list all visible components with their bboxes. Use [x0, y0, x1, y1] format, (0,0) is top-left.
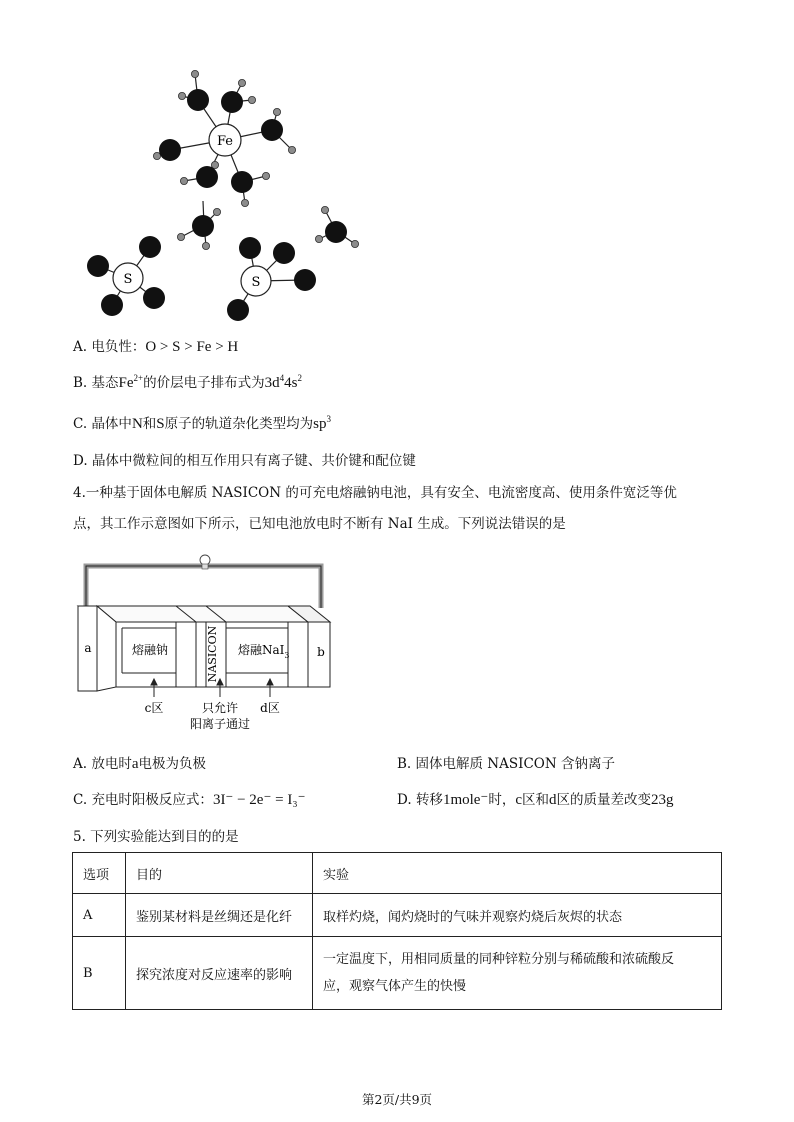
- crystal-structure-figure: [70, 60, 400, 335]
- table-row: [73, 937, 722, 1010]
- cation-only-note-line2: 阳离子通过: [189, 717, 251, 731]
- page-indicator: 第2页/共9页: [361, 1092, 433, 1107]
- q3-option-b: B. 基态$Fe^{2+}$的价层电子排布式为$3d^44s^2$: [73, 373, 302, 391]
- header-experiment: 实验: [313, 853, 722, 894]
- q4-option-c: C. 充电时阳极反应式：3I⁻ − 2e⁻ = I₃⁻: [73, 792, 306, 808]
- electronegativity-order: O > S > Fe > H: [145, 339, 239, 355]
- q5-table: [72, 852, 722, 1010]
- row-b-goal: 探究浓度对反应速率的影响: [126, 937, 313, 1010]
- q4-stem: 4.一种基于固体电解质 NASICON 的可充电熔融钠电池，具有安全、电流密度高、使用条件宽泛等优 点，其工作示意图如下所示，已知电池放电时不断有 NaI 生成。下列说法错误的是: [73, 485, 677, 532]
- header-goal: 目的: [126, 853, 313, 894]
- q4-option-d: D. 转移1mole⁻时，c区和d区的质量差改变23g: [397, 792, 674, 808]
- fe-atom-label: Fe: [216, 134, 234, 149]
- row-a-option: A: [73, 894, 126, 937]
- s-atom-label-right: S: [251, 275, 261, 290]
- molten-nai3-label: 熔融NaI$_3$: [238, 643, 290, 660]
- molten-sodium-label: 熔融钠: [131, 643, 169, 657]
- table-header-row: [73, 853, 722, 894]
- electrode-b-label: b: [317, 645, 325, 659]
- c-area-label: c区: [144, 701, 164, 715]
- q3-option-a: A. 电负性：O > S > Fe > H: [73, 339, 239, 355]
- cation-only-note-line1: 只允许: [201, 701, 239, 715]
- header-option: 选项: [73, 853, 126, 894]
- q4-option-a: A. 放电时a电极为负极: [73, 756, 207, 772]
- battery-diagram: [70, 550, 345, 735]
- row-b-experiment: 一定温度下，用相同质量的同种锌粒分别与稀硫酸和浓硫酸反 应，观察气体产生的快慢: [313, 937, 722, 1010]
- table-row: [73, 894, 722, 937]
- d-area-label: d区: [260, 701, 280, 715]
- row-b-option: B: [73, 937, 126, 1010]
- anode-equation: 3I⁻ − 2e⁻ = I₃⁻: [212, 792, 306, 808]
- q3-option-c: C. 晶体中N和S原子的轨道杂化类型均为$sp^3$: [73, 414, 331, 432]
- nasicon-membrane-label: NASICON: [206, 625, 219, 683]
- row-a-goal: 鉴别某材料是丝绸还是化纤: [126, 894, 313, 937]
- s-atom-label-left: S: [123, 272, 133, 287]
- row-a-experiment: 取样灼烧，闻灼烧时的气味并观察灼烧后灰烬的状态: [313, 894, 722, 937]
- q5-stem: 5. 下列实验能达到目的的是: [73, 829, 239, 845]
- q4-option-b: B. 固体电解质 NASICON 含钠离子: [397, 756, 615, 772]
- q3-option-d: D. 晶体中微粒间的相互作用只有离子键、共价键和配位键: [73, 453, 416, 469]
- electrode-a-label: a: [84, 641, 92, 655]
